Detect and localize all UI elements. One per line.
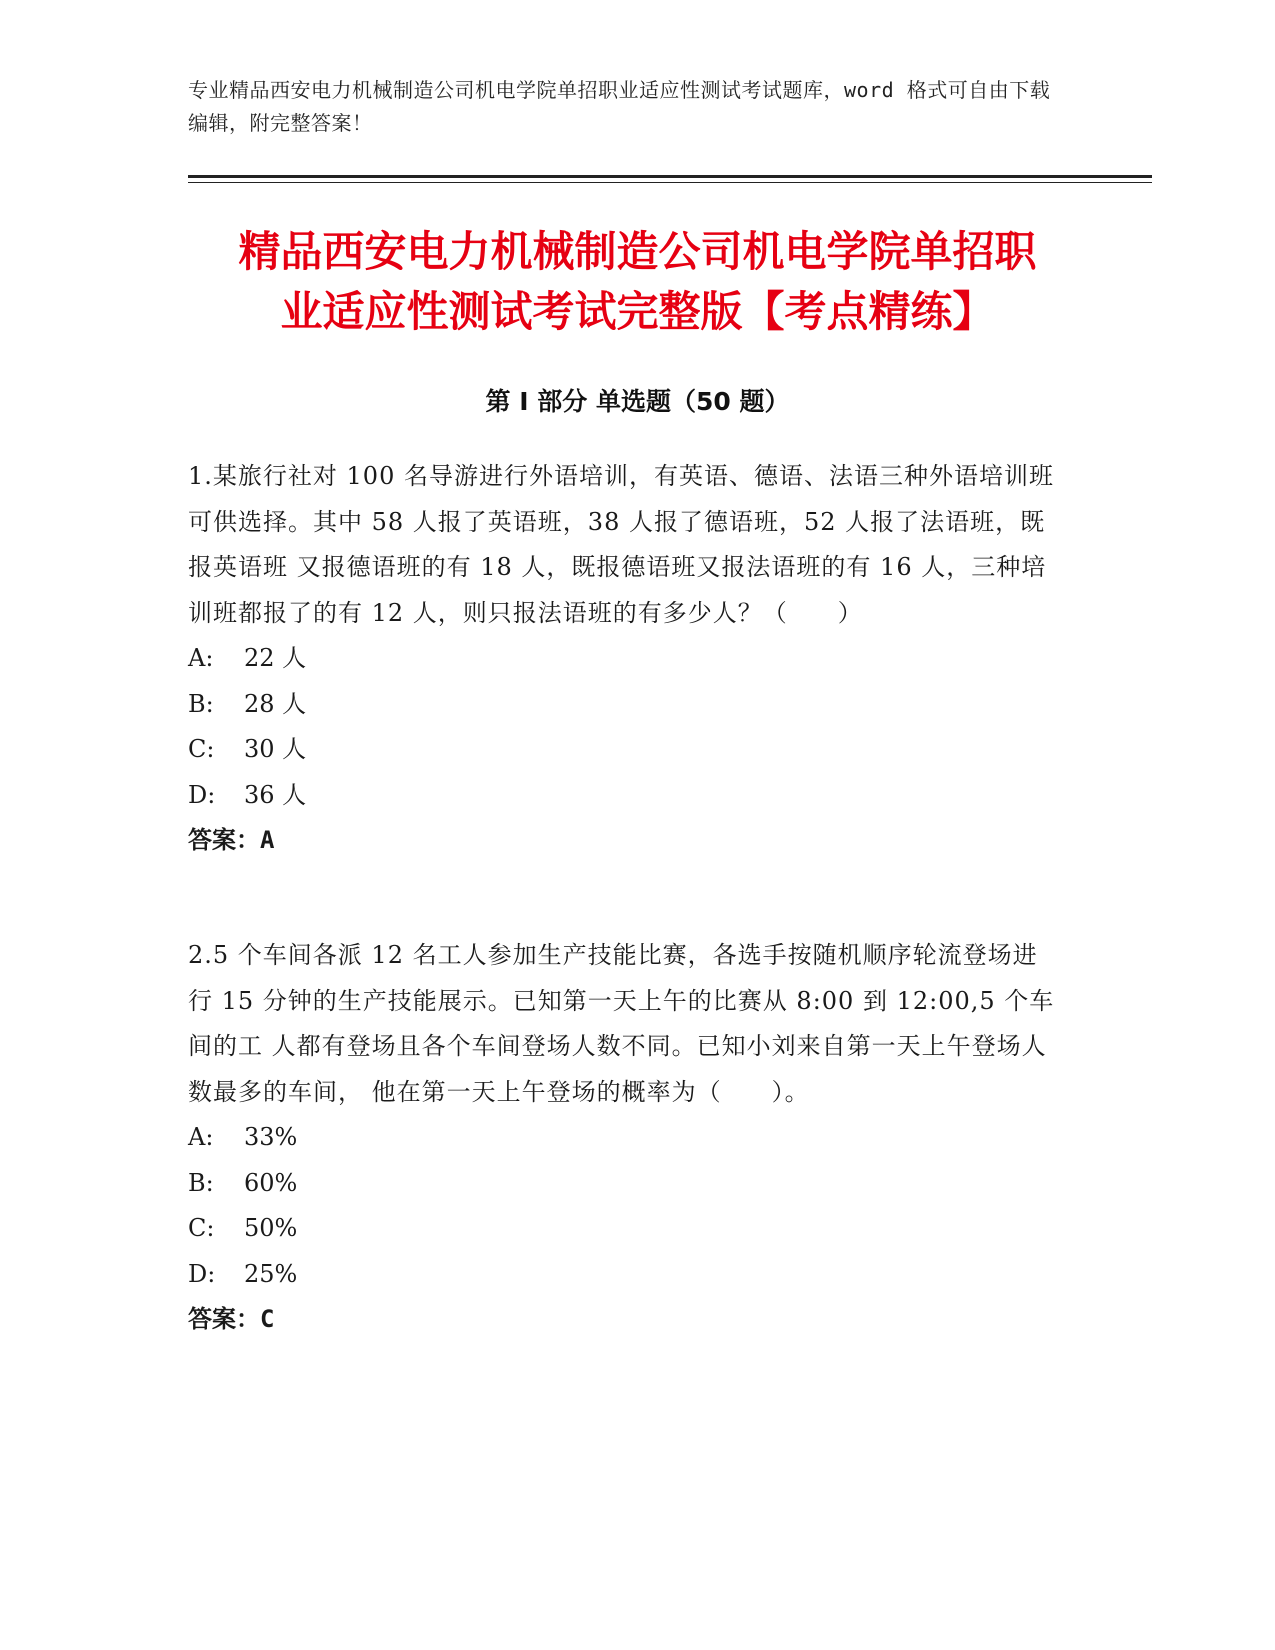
question-1 [188,454,1068,864]
option-text: 33% [244,1123,298,1151]
option-b [188,1161,1068,1207]
option-text: 22 人 [244,644,307,672]
option-text: 28 人 [244,689,307,718]
document-title [150,222,1125,342]
option-b [188,682,1068,728]
document-title-line-2: 业适应性测试考试完整版【考点精练】 [280,287,995,336]
option-d [188,773,1068,819]
option-text: 60% [244,1168,298,1197]
option-text: 25% [244,1259,298,1288]
option-c [188,1206,1068,1252]
option-text: 30 人 [244,735,307,763]
answer-label: 答案： [188,826,260,854]
document-title-line-1: 精品西安电力机械制造公司机电学院单招职 [238,227,1037,276]
answer-value: A [260,826,275,854]
option-letter: D: [188,1259,216,1288]
option-letter: A: [188,644,214,672]
option-letter: C: [188,1214,215,1242]
answer-line [188,818,1068,864]
header-note: 专业精品西安电力机械制造公司机电学院单招职业适应性测试考试题库，word 格式可自由下载编辑，附完整答案！ [188,78,1051,135]
option-letter: B: [188,1168,214,1197]
question-2 [188,933,1068,1343]
option-d [188,1252,1068,1298]
option-letter: C: [188,735,215,763]
option-letter: B: [188,689,214,718]
option-a [188,1115,1068,1161]
option-text: 50% [244,1214,298,1242]
answer-value: C [260,1305,275,1333]
option-letter: A: [188,1123,214,1151]
option-letter: D: [188,780,216,809]
answer-label: 答案： [188,1305,260,1333]
answer-line [188,1297,1068,1343]
header-divider-thick [188,175,1152,178]
option-text: 36 人 [244,780,307,809]
option-c [188,727,1068,773]
section-heading: 第 I 部分 单选题（50 题） [485,387,790,416]
question-stem: 1.某旅行社对 100 名导游进行外语培训，有英语、德语、法语三种外语培训班 可供选择。其中 58 人报了英语班，38 人报了德语班，52 人报了法语班，既报英语班 又报德语班的有 18 人，既报德语班又报法语班的有 16 人，三种培训班都报了的有 12 人，则只报法语班的有多少人？（ ） [188,462,1054,627]
header-divider-thin [188,182,1152,183]
option-a [188,636,1068,682]
question-stem: 2.5 个车间各派 12 名工人参加生产技能比赛，各选手按随机顺序轮流登场进 行 15 分钟的生产技能展示。已知第一天上午的比赛从 8:00 到 12:00,5 个车间的工 人都有登场且各个车间登场人数不同。已知小刘来自第一天上午登场人数最多的车间， 他在第一天上午登场的概率为（ ）。 [188,941,1055,1106]
